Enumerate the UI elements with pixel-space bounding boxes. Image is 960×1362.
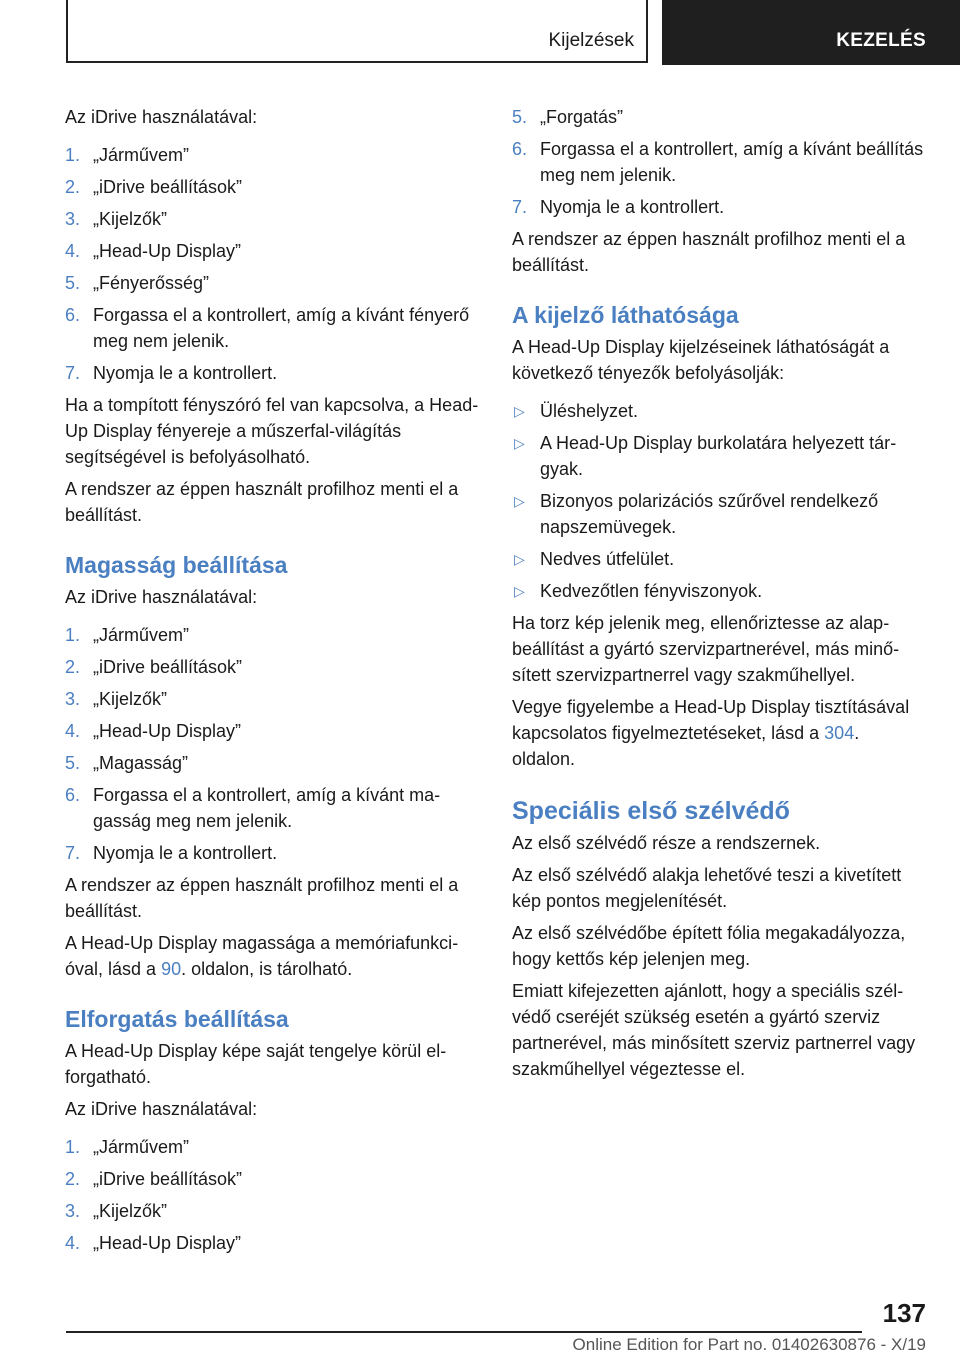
- list-item: 5. „Forgatás”: [512, 104, 927, 130]
- list-item: 7. Nyomja le a kontrollert.: [65, 360, 480, 386]
- heading-windshield: Speciális első szélvédő: [512, 797, 790, 825]
- step-number: 3.: [65, 209, 81, 229]
- step-number: 4.: [65, 1233, 81, 1253]
- step-number: 5.: [512, 107, 528, 127]
- list-item: 3. „Kijelzők”: [65, 1198, 480, 1224]
- header-chapter-title: KEZELÉS: [836, 30, 926, 51]
- heading-height: Magasság beállítása: [65, 552, 288, 578]
- paragraph: A Head-Up Display magassága a memóriafunkcióval, lásd a 90. oldalon, is tárolható.: [65, 933, 459, 979]
- step-number: 7.: [512, 197, 528, 217]
- step-number: 2.: [65, 1169, 81, 1189]
- heading-rotate: Elforgatás beállítása: [65, 1006, 289, 1032]
- paragraph: A Head-Up Display képe saját tengelye körül elforgatható.: [65, 1041, 447, 1087]
- list-item: 1. „Járművem”: [65, 1134, 480, 1160]
- list-item: 6. Forgassa el a kontrollert, amíg a kívánt magasság meg nem jelenik.: [65, 782, 480, 834]
- list-item: 2. „iDrive beállítások”: [65, 654, 480, 680]
- paragraph: A rendszer az éppen használt profilhoz menti el a beállítást.: [512, 229, 906, 275]
- step-number: 4.: [65, 241, 81, 261]
- list-item: 3. „Kijelzők”: [65, 206, 480, 232]
- list-item: ▷ A Head-Up Display burkolatára helyezett tárgyak.: [512, 430, 927, 482]
- right-column: [512, 104, 927, 1088]
- step-number: 3.: [65, 1201, 81, 1221]
- step-number: 2.: [65, 657, 81, 677]
- intro-text: Az iDrive használatával:: [65, 587, 258, 607]
- triangle-bullet-icon: ▷: [514, 435, 525, 451]
- steps-height: [65, 622, 480, 866]
- page-link[interactable]: 304: [824, 723, 855, 743]
- list-item: 2. „iDrive beállítások”: [65, 174, 480, 200]
- list-item: 5. „Magasság”: [65, 750, 480, 776]
- list-item: ▷ Nedves útfelület.: [512, 546, 927, 572]
- list-item: ▷ Kedvezőtlen fényviszonyok.: [512, 578, 927, 604]
- step-number: 6.: [65, 785, 81, 805]
- intro-text: Az iDrive használatával:: [65, 107, 258, 127]
- list-item: 4. „Head-Up Display”: [65, 1230, 480, 1256]
- left-column: [65, 104, 480, 1262]
- list-item: ▷ Bizonyos polarizációs szűrővel rendelkező napszemüvegek.: [512, 488, 927, 540]
- step-number: 1.: [65, 1137, 81, 1157]
- step-number: 3.: [65, 689, 81, 709]
- step-number: 4.: [65, 721, 81, 741]
- paragraph: Az első szélvédőbe épített fólia megakadályozza, hogy kettős kép jelenjen meg.: [512, 923, 906, 969]
- list-item: 1. „Járművem”: [65, 142, 480, 168]
- step-number: 1.: [65, 625, 81, 645]
- triangle-bullet-icon: ▷: [514, 493, 525, 509]
- step-number: 7.: [65, 363, 81, 383]
- header-section-title: Kijelzések: [548, 30, 634, 51]
- footer-divider: [66, 1331, 862, 1333]
- list-item: 4. „Head-Up Display”: [65, 238, 480, 264]
- visibility-factors: [512, 398, 927, 604]
- triangle-bullet-icon: ▷: [514, 551, 525, 567]
- paragraph: Emiatt kifejezetten ajánlott, hogy a speciális szélvédő cseréjét szükség esetén a gyártó szerviz partnerével, más minősített szerviz partnerrel vagy szakműhellyel végeztesse el.: [512, 981, 916, 1079]
- paragraph: A rendszer az éppen használt profilhoz menti el a beállítást.: [65, 875, 459, 921]
- list-item: 5. „Fényerősség”: [65, 270, 480, 296]
- step-number: 5.: [65, 753, 81, 773]
- step-number: 2.: [65, 177, 81, 197]
- list-item: 7. Nyomja le a kontrollert.: [65, 840, 480, 866]
- page-number: 137: [882, 1298, 926, 1328]
- paragraph: Az első szélvédő része a rendszernek.: [512, 833, 821, 853]
- heading-visibility: A kijelző láthatósága: [512, 302, 739, 328]
- list-item: 2. „iDrive beállítások”: [65, 1166, 480, 1192]
- paragraph: A rendszer az éppen használt profilhoz menti el a beállítást.: [65, 479, 459, 525]
- footer-edition: Online Edition for Part no. 01402630876 - X/19: [572, 1335, 926, 1354]
- intro-text: Az iDrive használatával:: [65, 1099, 258, 1119]
- step-number: 6.: [65, 305, 81, 325]
- paragraph: A Head-Up Display kijelzéseinek láthatóságát a következő tényezők befolyásolják:: [512, 337, 890, 383]
- paragraph: Ha a tompított fényszóró fel van kapcsolva, a Head-Up Display fényereje a műszerfal-világítás segítségével is befolyásolható.: [65, 395, 479, 467]
- step-number: 6.: [512, 139, 528, 159]
- list-item: ▷ Üléshelyzet.: [512, 398, 927, 424]
- triangle-bullet-icon: ▷: [514, 403, 525, 419]
- list-item: 7. Nyomja le a kontrollert.: [512, 194, 927, 220]
- list-item: 6. Forgassa el a kontrollert, amíg a kívánt fényerő meg nem jelenik.: [65, 302, 480, 354]
- steps-brightness: [65, 142, 480, 386]
- triangle-bullet-icon: ▷: [514, 583, 525, 599]
- steps-rotate-continued: [512, 104, 927, 220]
- step-number: 1.: [65, 145, 81, 165]
- list-item: 3. „Kijelzők”: [65, 686, 480, 712]
- header-chapter-tab: [662, 0, 960, 65]
- page-link[interactable]: 90: [161, 959, 182, 979]
- header-section-tab: [66, 0, 648, 63]
- step-number: 5.: [65, 273, 81, 293]
- paragraph: Vegye figyelembe a Head-Up Display tisztításával kapcsolatos figyelmeztetéseket, lásd a 304. oldalon.: [512, 697, 910, 769]
- step-number: 7.: [65, 843, 81, 863]
- paragraph: Ha torz kép jelenik meg, ellenőriztesse az alapbeállítást a gyártó szervizpartnerével, más minősített szervizpartnerrel vagy szakműhellyel.: [512, 613, 900, 685]
- list-item: 1. „Járművem”: [65, 622, 480, 648]
- steps-rotate: [65, 1134, 480, 1256]
- paragraph: Az első szélvédő alakja lehetővé teszi a kivetített kép pontos megjelenítését.: [512, 865, 902, 911]
- list-item: 4. „Head-Up Display”: [65, 718, 480, 744]
- list-item: 6. Forgassa el a kontrollert, amíg a kívánt beállítás meg nem jelenik.: [512, 136, 927, 188]
